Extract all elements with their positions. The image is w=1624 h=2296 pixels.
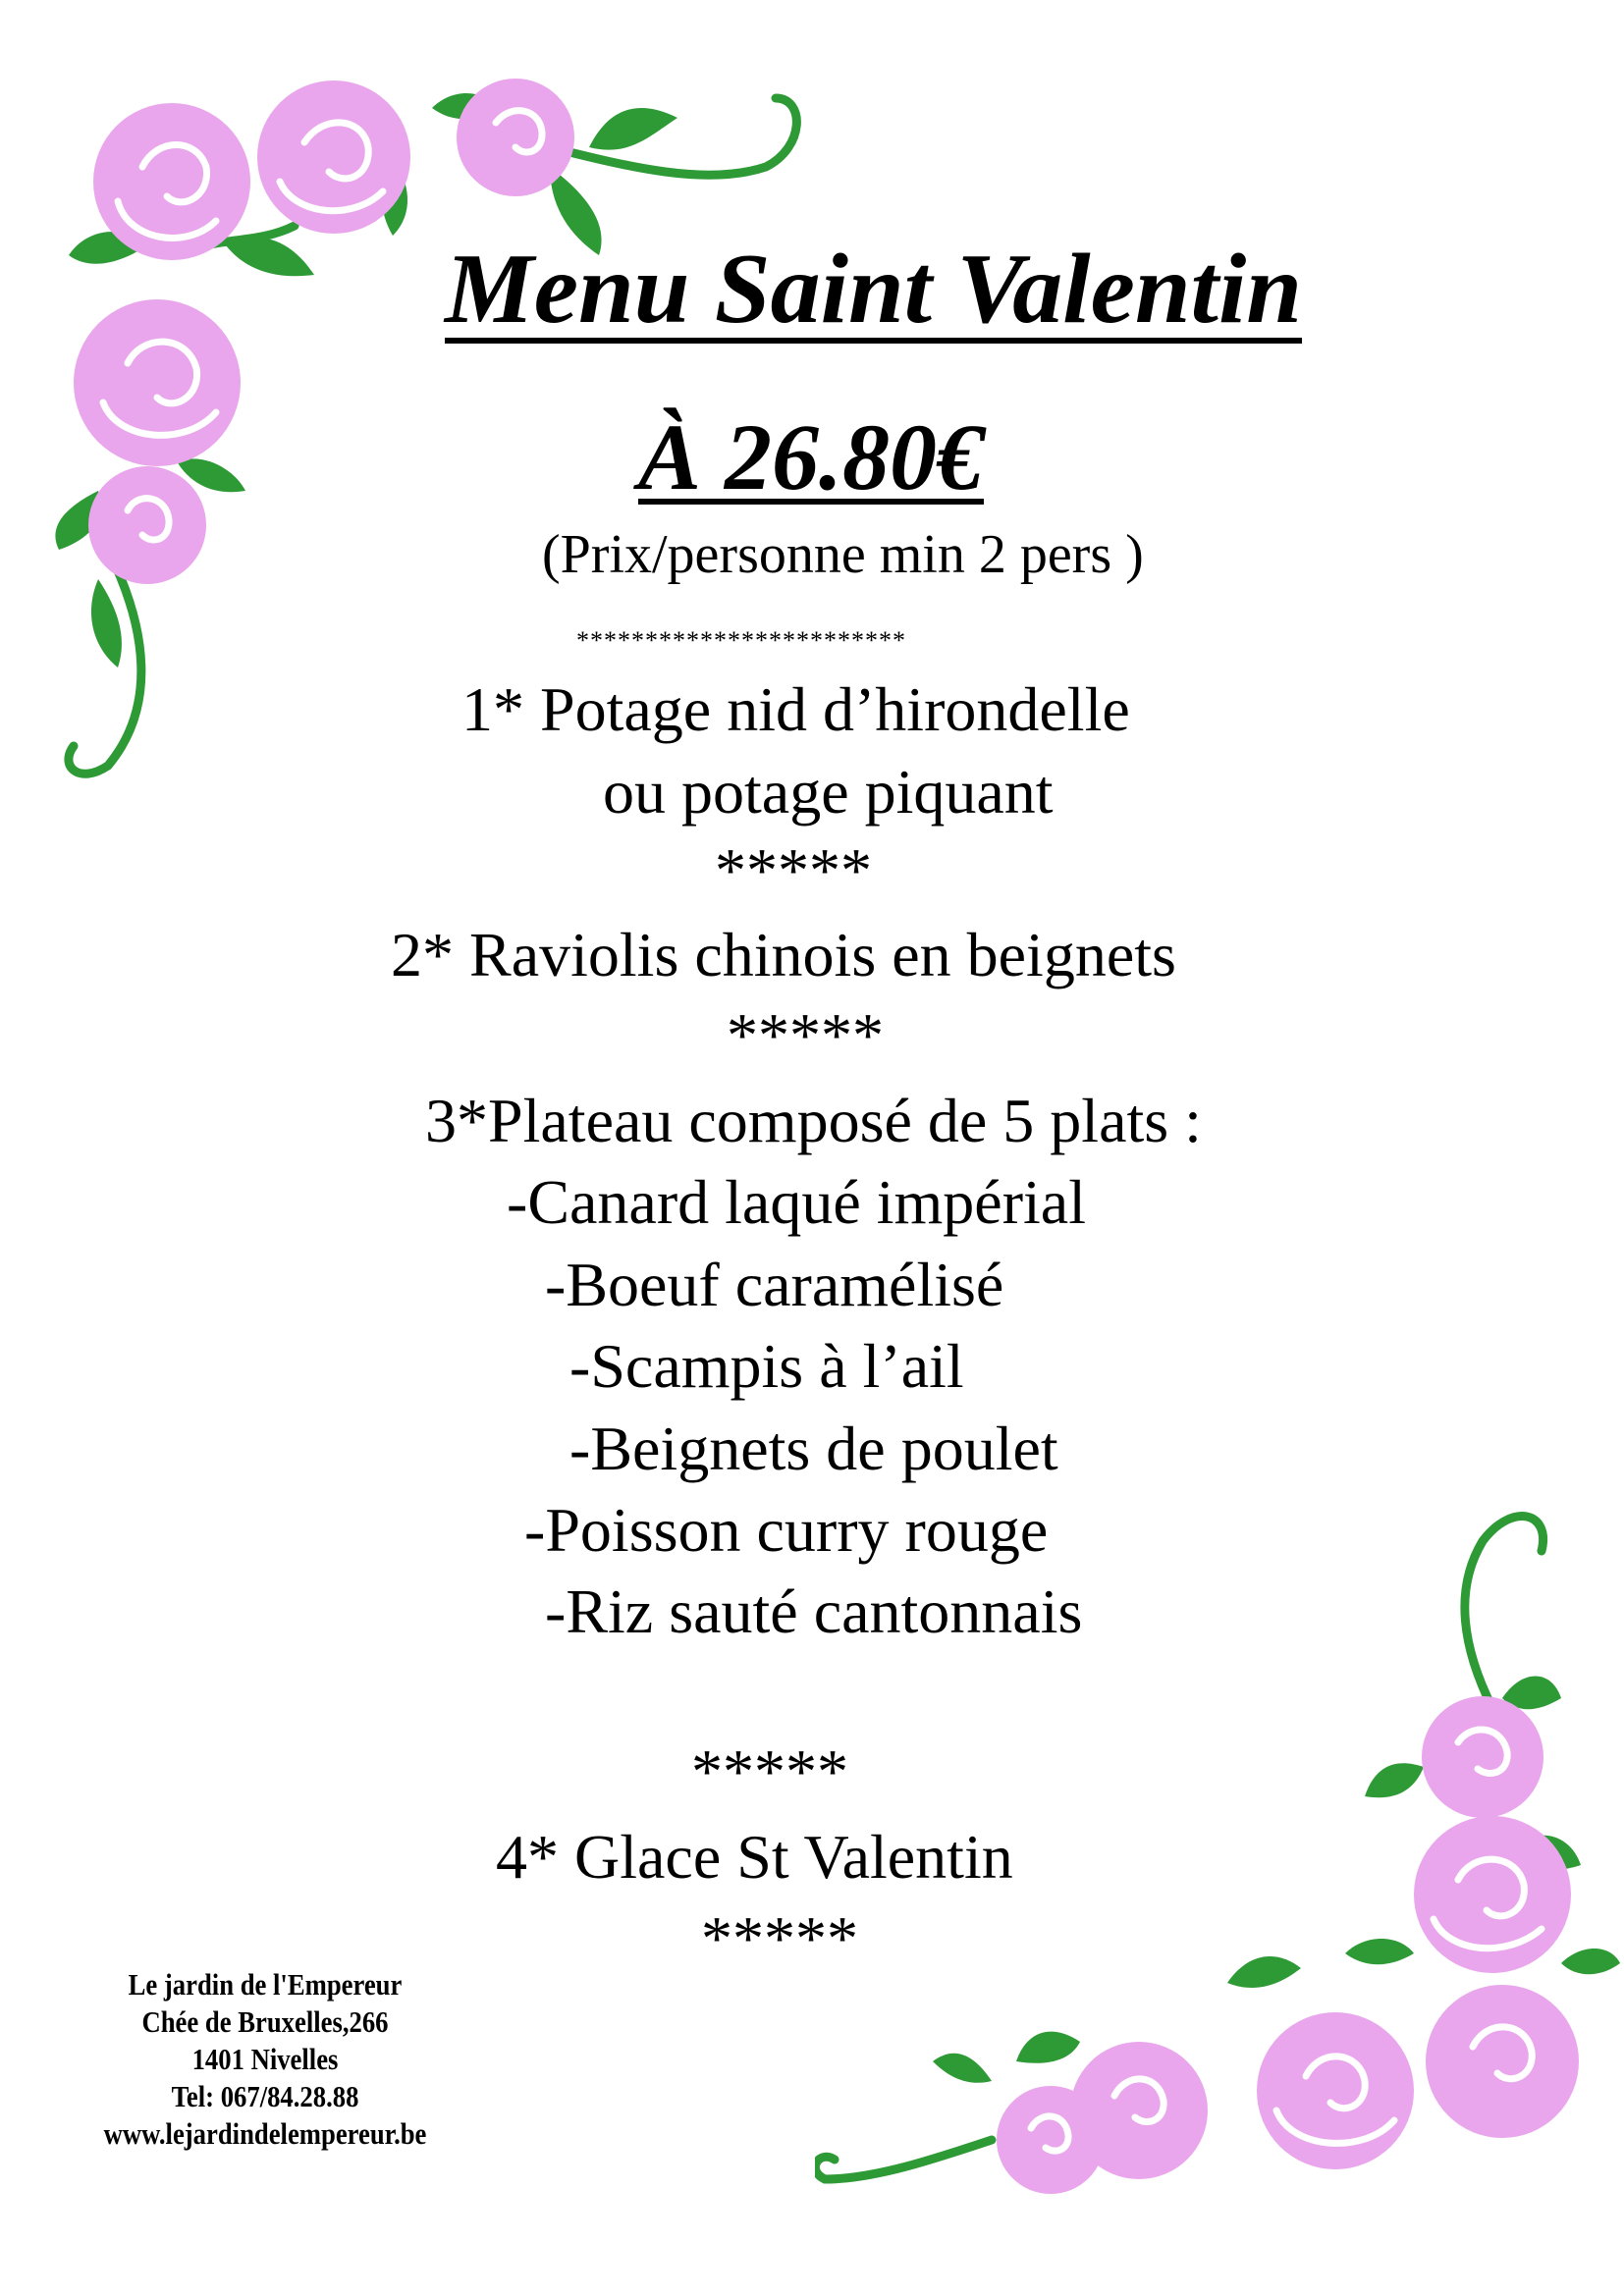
menu-price: À 26.80€ xyxy=(638,404,985,509)
course-4: 4* Glace St Valentin xyxy=(496,1822,1013,1892)
menu-title: Menu Saint Valentin xyxy=(445,234,1303,345)
separator-4: ***** xyxy=(701,1903,858,1973)
separator-1: ***** xyxy=(715,835,872,905)
course-3-item: -Riz sauté cantonnais xyxy=(545,1576,1083,1646)
course-3-item: -Boeuf caramélisé xyxy=(545,1250,1004,1319)
separator-stars-small: ************************ xyxy=(576,626,906,655)
course-2: 2* Raviolis chinois en beignets xyxy=(391,920,1176,989)
separator-3: ***** xyxy=(691,1736,848,1806)
restaurant-street: Chée de Bruxelles,266 xyxy=(141,2004,389,2039)
restaurant-phone: Tel: 067/84.28.88 xyxy=(171,2079,359,2113)
course-3-item: -Poisson curry rouge xyxy=(524,1495,1049,1565)
price-note: (Prix/personne min 2 pers ) xyxy=(542,524,1144,585)
course-3-title: 3*Plateau composé de 5 plats : xyxy=(425,1086,1202,1155)
restaurant-name: Le jardin de l'Empereur xyxy=(128,1967,403,2002)
restaurant-website: www.lejardindelempereur.be xyxy=(103,2116,427,2151)
course-1-line-2: ou potage piquant xyxy=(603,757,1054,827)
course-3-item: -Canard laqué impérial xyxy=(507,1167,1086,1237)
course-3-item: -Beignets de poulet xyxy=(569,1414,1058,1483)
course-1-line-1: 1* Potage nid d’hirondelle xyxy=(461,674,1130,744)
course-3-item: -Scampis à l’ail xyxy=(569,1331,964,1401)
separator-2: ***** xyxy=(727,1000,884,1070)
restaurant-address xyxy=(69,1966,461,2153)
restaurant-city: 1401 Nivelles xyxy=(191,2042,339,2076)
